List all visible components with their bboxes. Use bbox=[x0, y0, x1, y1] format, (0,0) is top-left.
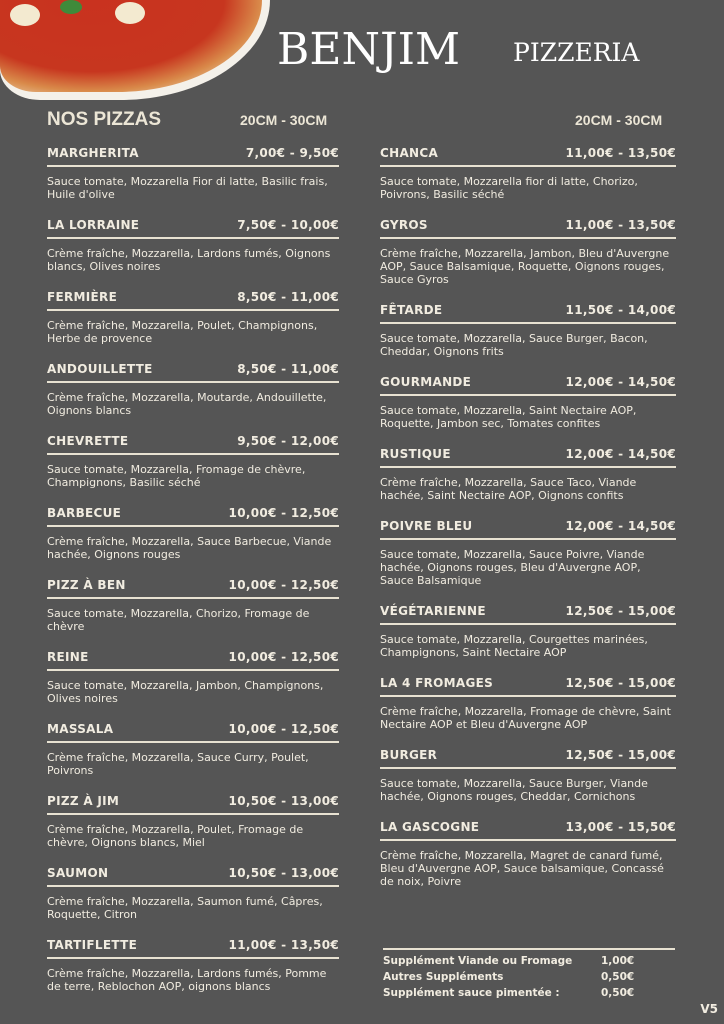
item-price: 11,50€ - 14,00€ bbox=[565, 303, 676, 317]
item-price: 7,00€ - 9,50€ bbox=[245, 146, 339, 160]
supplement-price: 1,00€ bbox=[601, 955, 635, 967]
item-header bbox=[380, 447, 676, 468]
menu-item bbox=[47, 218, 339, 273]
item-header bbox=[47, 146, 339, 167]
item-price: 8,50€ - 11,00€ bbox=[237, 362, 339, 376]
menu-item bbox=[47, 722, 339, 777]
item-name: CHEVRETTE bbox=[47, 434, 129, 448]
item-header bbox=[380, 519, 676, 540]
item-price: 12,50€ - 15,00€ bbox=[565, 676, 676, 690]
item-header bbox=[47, 218, 339, 239]
item-header bbox=[380, 218, 676, 239]
item-name: PIZZ À JIM bbox=[47, 794, 120, 808]
item-header bbox=[380, 820, 676, 841]
item-header bbox=[380, 146, 676, 167]
menu-item bbox=[380, 146, 676, 201]
item-description: Sauce tomate, Mozzarella fior di latte, Chorizo, Poivrons, Basilic séché bbox=[380, 175, 638, 201]
menu-item bbox=[47, 362, 339, 417]
menu-item bbox=[47, 650, 339, 705]
item-name: BURGER bbox=[380, 748, 438, 762]
item-name: FERMIÈRE bbox=[47, 290, 118, 304]
menu-item bbox=[47, 146, 339, 201]
menu-item bbox=[380, 303, 676, 358]
item-price: 10,00€ - 12,50€ bbox=[228, 650, 339, 664]
supplement-label: Supplément Viande ou Fromage bbox=[383, 955, 573, 967]
item-header bbox=[47, 434, 339, 455]
supplements bbox=[383, 948, 675, 1003]
right-column bbox=[380, 146, 676, 905]
item-price: 12,00€ - 14,50€ bbox=[565, 447, 676, 461]
item-name: GOURMANDE bbox=[380, 375, 472, 389]
supplement-price: 0,50€ bbox=[601, 987, 635, 999]
item-price: 10,00€ - 12,50€ bbox=[228, 506, 339, 520]
item-name: VÉGÉTARIENNE bbox=[380, 604, 486, 618]
item-name: ANDOUILLETTE bbox=[47, 362, 153, 376]
item-header bbox=[380, 604, 676, 625]
item-price: 10,50€ - 13,00€ bbox=[228, 794, 339, 808]
item-description: Sauce tomate, Mozzarella, Sauce Burger, Viande hachée, Oignons rouges, Cheddar, Cornichons bbox=[380, 777, 648, 803]
menu-item bbox=[47, 866, 339, 921]
item-header bbox=[380, 748, 676, 769]
menu-item bbox=[380, 820, 676, 888]
item-description: Sauce tomate, Mozzarella, Saint Nectaire AOP, Roquette, Jambon sec, Tomates confites bbox=[380, 404, 637, 430]
item-name: MASSALA bbox=[47, 722, 114, 736]
item-price: 10,00€ - 12,50€ bbox=[228, 578, 339, 592]
item-header bbox=[47, 362, 339, 383]
supplement-label: Supplément sauce pimentée : bbox=[383, 987, 560, 999]
menu-item bbox=[47, 578, 339, 633]
section-title: NOS PIZZAS bbox=[47, 109, 162, 130]
item-name: MARGHERITA bbox=[47, 146, 139, 160]
item-description: Crème fraîche, Mozzarella, Fromage de chèvre, Saint Nectaire AOP et Bleu d'Auvergne AOP bbox=[380, 705, 671, 731]
item-description: Crème fraîche, Mozzarella, Sauce Barbecue, Viande hachée, Oignons rouges bbox=[47, 535, 332, 561]
item-price: 12,00€ - 14,50€ bbox=[565, 519, 676, 533]
item-description: Crème fraîche, Mozzarella, Sauce Taco, Viande hachée, Saint Nectaire AOP, Oignons confits bbox=[380, 476, 637, 502]
item-description: Sauce tomate, Mozzarella, Sauce Burger, Bacon, Cheddar, Oignons frits bbox=[380, 332, 648, 358]
item-price: 12,00€ - 14,50€ bbox=[565, 375, 676, 389]
supplement-row bbox=[383, 971, 675, 987]
item-price: 10,50€ - 13,00€ bbox=[228, 866, 339, 880]
item-description: Crème fraîche, Mozzarella, Poulet, Fromage de chèvre, Oignons blancs, Miel bbox=[47, 823, 304, 849]
item-header bbox=[47, 650, 339, 671]
item-name: GYROS bbox=[380, 218, 428, 232]
menu-item bbox=[380, 218, 676, 286]
item-price: 11,00€ - 13,50€ bbox=[228, 938, 339, 952]
item-header bbox=[380, 676, 676, 697]
item-name: SAUMON bbox=[47, 866, 109, 880]
item-description: Crème fraîche, Mozzarella, Sauce Curry, Poulet, Poivrons bbox=[47, 751, 309, 777]
item-description: Sauce tomate, Mozzarella, Sauce Poivre, Viande hachée, Oignons rouges, Bleu d'Auvergne AOP, Sauce Balsamique bbox=[380, 548, 645, 587]
sizes-header-right: 20CM - 30CM bbox=[575, 112, 663, 128]
menu-item bbox=[47, 506, 339, 561]
item-header bbox=[47, 290, 339, 311]
menu-item bbox=[380, 604, 676, 659]
item-name: REINE bbox=[47, 650, 89, 664]
item-description: Sauce tomate, Mozzarella, Chorizo, Fromage de chèvre bbox=[47, 607, 310, 633]
item-price: 11,00€ - 13,50€ bbox=[565, 146, 676, 160]
item-name: LA LORRAINE bbox=[47, 218, 140, 232]
item-name: PIZZ À BEN bbox=[47, 578, 126, 592]
item-price: 9,50€ - 12,00€ bbox=[237, 434, 339, 448]
item-header bbox=[47, 866, 339, 887]
item-description: Crème fraîche, Mozzarella, Saumon fumé, Câpres, Roquette, Citron bbox=[47, 895, 323, 921]
supplement-row bbox=[383, 955, 675, 971]
item-header bbox=[380, 303, 676, 324]
menu-item bbox=[380, 375, 676, 430]
menu-item bbox=[47, 938, 339, 993]
menu-item bbox=[47, 290, 339, 345]
item-description: Sauce tomate, Mozzarella, Courgettes marinées, Champignons, Saint Nectaire AOP bbox=[380, 633, 648, 659]
sizes-header-left: 20CM - 30CM bbox=[240, 112, 328, 128]
item-name: LA 4 FROMAGES bbox=[380, 676, 494, 690]
item-description: Sauce tomate, Mozzarella, Jambon, Champignons, Olives noires bbox=[47, 679, 324, 705]
item-description: Crème fraîche, Mozzarella, Poulet, Champignons, Herbe de provence bbox=[47, 319, 318, 345]
item-description: Crème fraîche, Mozzarella, Moutarde, Andouillette, Oignons blancs bbox=[47, 391, 327, 417]
item-name: TARTIFLETTE bbox=[47, 938, 138, 952]
item-description: Sauce tomate, Mozzarella Fior di latte, Basilic frais, Huile d'olive bbox=[47, 175, 328, 201]
item-price: 13,00€ - 15,50€ bbox=[565, 820, 676, 834]
menu-item bbox=[47, 434, 339, 489]
left-column bbox=[47, 146, 339, 1010]
item-price: 12,50€ - 15,00€ bbox=[565, 604, 676, 618]
item-header bbox=[47, 506, 339, 527]
version-label: V5 bbox=[700, 1002, 718, 1016]
brand-title: BENJIM bbox=[277, 24, 461, 75]
item-description: Crème fraîche, Mozzarella, Magret de canard fumé, Bleu d'Auvergne AOP, Sauce balsamique, Concassé de noix, Poivre bbox=[380, 849, 664, 888]
item-price: 7,50€ - 10,00€ bbox=[237, 218, 339, 232]
menu-item bbox=[380, 676, 676, 731]
supplement-label: Autres Suppléments bbox=[383, 971, 504, 983]
item-header bbox=[47, 938, 339, 959]
supplement-price: 0,50€ bbox=[601, 971, 635, 983]
item-header bbox=[380, 375, 676, 396]
item-description: Crème fraîche, Mozzarella, Lardons fumés, Oignons blancs, Olives noires bbox=[47, 247, 331, 273]
item-name: RUSTIQUE bbox=[380, 447, 451, 461]
item-price: 12,50€ - 15,00€ bbox=[565, 748, 676, 762]
menu-item bbox=[380, 748, 676, 803]
item-description: Crème fraîche, Mozzarella, Lardons fumés, Pomme de terre, Reblochon AOP, oignons blancs bbox=[47, 967, 327, 993]
item-description: Crème fraîche, Mozzarella, Jambon, Bleu d'Auvergne AOP, Sauce Balsamique, Roquette, Oignons rouges, Sauce Gyros bbox=[380, 247, 670, 286]
item-price: 11,00€ - 13,50€ bbox=[565, 218, 676, 232]
item-name: LA GASCOGNE bbox=[380, 820, 480, 834]
item-header bbox=[47, 578, 339, 599]
item-name: CHANCA bbox=[380, 146, 439, 160]
item-description: Sauce tomate, Mozzarella, Fromage de chèvre, Champignons, Basilic séché bbox=[47, 463, 306, 489]
item-name: FÊTARDE bbox=[380, 303, 443, 317]
brand-subtitle: PIZZERIA bbox=[513, 38, 640, 67]
item-price: 8,50€ - 11,00€ bbox=[237, 290, 339, 304]
menu-item bbox=[380, 447, 676, 502]
menu-item bbox=[380, 519, 676, 587]
menu-item bbox=[47, 794, 339, 849]
pizza-image bbox=[0, 0, 270, 100]
supplement-row bbox=[383, 987, 675, 1003]
item-name: BARBECUE bbox=[47, 506, 122, 520]
item-header bbox=[47, 794, 339, 815]
item-name: POIVRE BLEU bbox=[380, 519, 473, 533]
item-price: 10,00€ - 12,50€ bbox=[228, 722, 339, 736]
item-header bbox=[47, 722, 339, 743]
